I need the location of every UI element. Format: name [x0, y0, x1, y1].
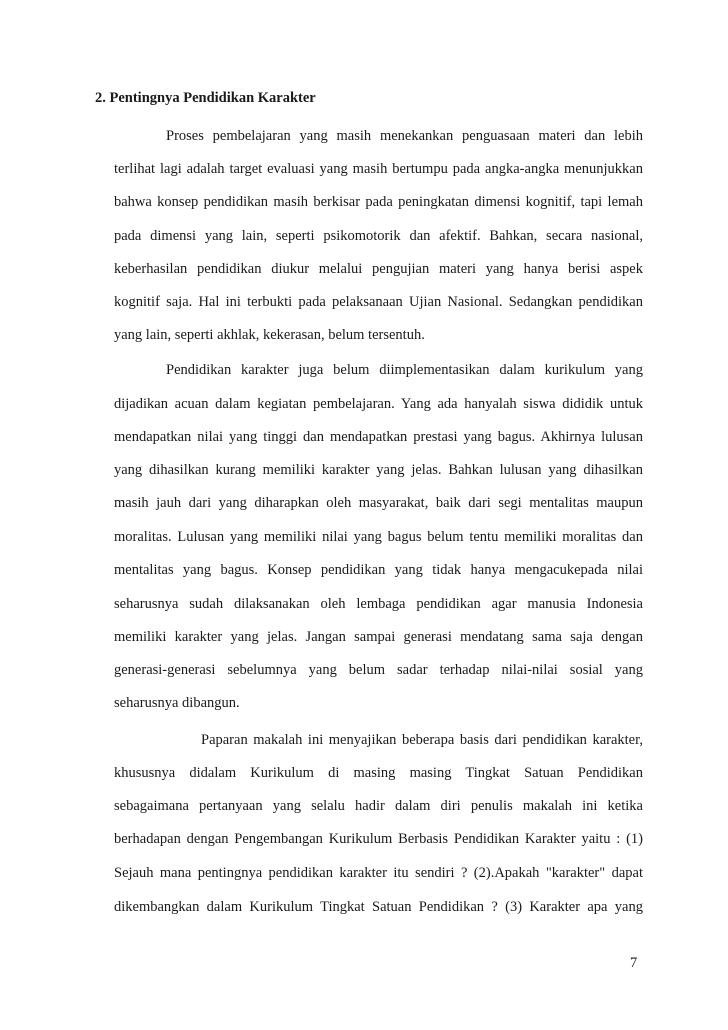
text-line-20: khususnya didalam Kurikulum di masing masing Tingkat Satuan Pendidikan — [114, 765, 643, 781]
text-line-11: yang dihasilkan kurang memiliki karakter yang jelas. Bahkan lulusan yang dihasilkan — [114, 462, 643, 478]
text-line-21: sebagaimana pertanyaan yang selalu hadir dalam diri penulis makalah ini ketika — [114, 798, 643, 814]
text-line-3: bahwa konsep pendidikan masih berkisar pada peningkatan dimensi kognitif, tapi lemah — [114, 194, 643, 210]
section-heading: 2. Pentingnya Pendidikan Karakter — [95, 90, 316, 106]
page-number: 7 — [630, 955, 638, 971]
text-line-17: generasi-generasi sebelumnya yang belum sadar terhadap nilai-nilai sosial yang — [114, 662, 643, 678]
text-line-7: yang lain, seperti akhlak, kekerasan, belum tersentuh. — [114, 327, 425, 343]
text-line-15: seharusnya sudah dilaksanakan oleh lembaga pendidikan agar manusia Indonesia — [114, 596, 643, 612]
text-line-23: Sejauh mana pentingnya pendidikan karakter itu sendiri ? (2).Apakah "karakter" dapat — [114, 865, 643, 881]
text-line-18: seharusnya dibangun. — [114, 695, 240, 711]
text-line-4: pada dimensi yang lain, seperti psikomotorik dan afektif. Bahkan, secara nasional, — [114, 228, 643, 244]
text-line-8: Pendidikan karakter juga belum diimplementasikan dalam kurikulum yang — [166, 362, 643, 378]
text-line-14: mentalitas yang bagus. Konsep pendidikan yang tidak hanya mengacukepada nilai — [114, 562, 643, 578]
text-line-22: berhadapan dengan Pengembangan Kurikulum Berbasis Pendidikan Karakter yaitu : (1) — [114, 831, 643, 847]
text-line-6: kognitif saja. Hal ini terbukti pada pelaksanaan Ujian Nasional. Sedangkan pendidikan — [114, 294, 643, 310]
text-line-12: masih jauh dari yang diharapkan oleh masyarakat, baik dari segi mentalitas maupun — [114, 495, 643, 511]
text-line-16: memiliki karakter yang jelas. Jangan sampai generasi mendatang sama saja dengan — [114, 629, 643, 645]
text-line-13: moralitas. Lulusan yang memiliki nilai yang bagus belum tentu memiliki moralitas dan — [114, 529, 643, 545]
text-line-10: mendapatkan nilai yang tinggi dan mendapatkan prestasi yang bagus. Akhirnya lulusan — [114, 429, 643, 445]
text-line-1: Proses pembelajaran yang masih menekankan penguasaan materi dan lebih — [166, 128, 643, 144]
text-line-9: dijadikan acuan dalam kegiatan pembelajaran. Yang ada hanyalah siswa dididik untuk — [114, 396, 643, 412]
text-line-5: keberhasilan pendidikan diukur melalui pengujian materi yang hanya berisi aspek — [114, 261, 643, 277]
text-line-24: dikembangkan dalam Kurikulum Tingkat Satuan Pendidikan ? (3) Karakter apa yang — [114, 899, 643, 915]
text-line-19: Paparan makalah ini menyajikan beberapa basis dari pendidikan karakter, — [201, 732, 643, 748]
text-line-2: terlihat lagi adalah target evaluasi yang masih bertumpu pada angka-angka menunjukkan — [114, 161, 643, 177]
